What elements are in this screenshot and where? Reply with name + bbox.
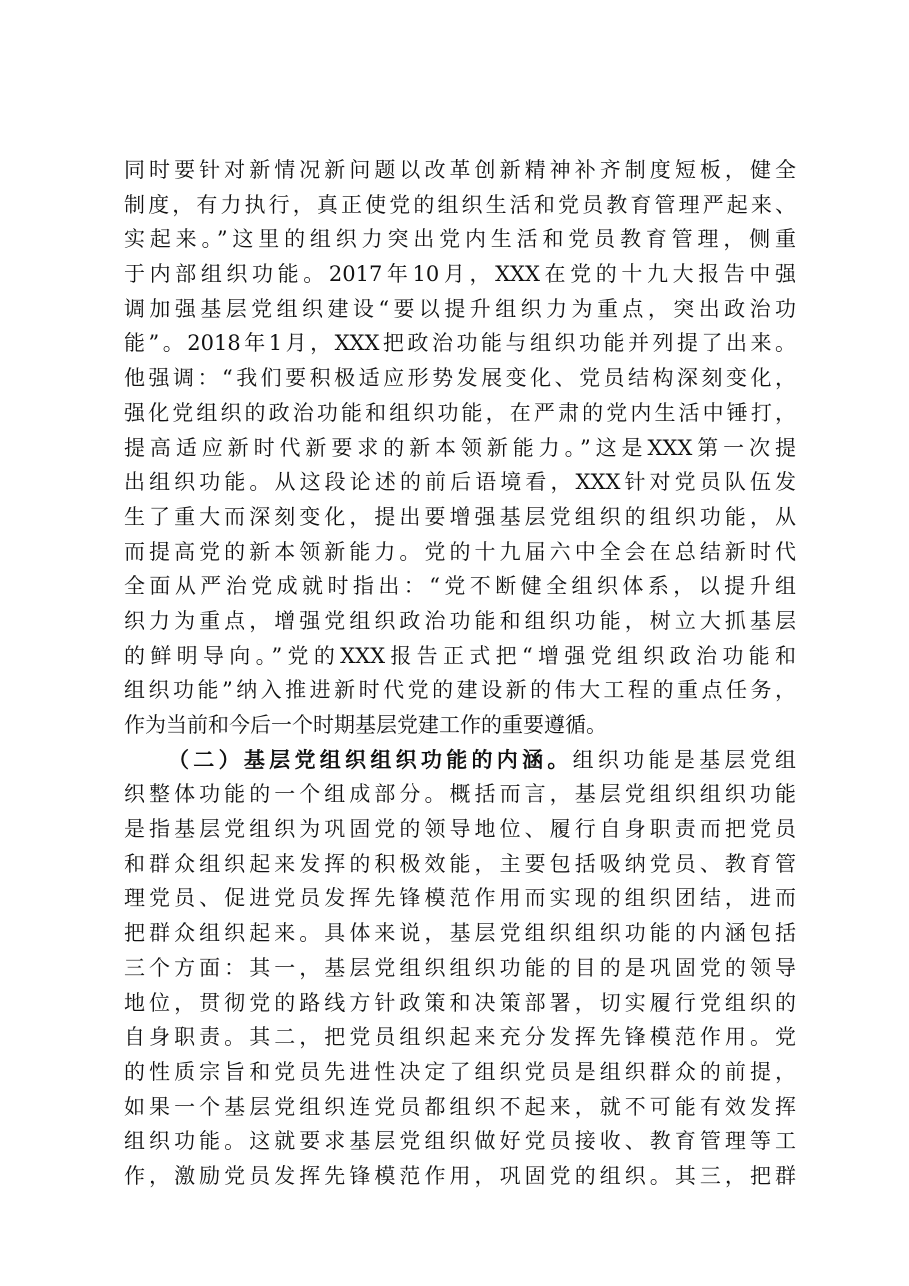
paragraph-2 [124, 743, 796, 1194]
text-line: 三个方面：其一，基层党组织组织功能的目的是巩固党的领导 [124, 955, 796, 980]
text-line: 组织功能。这就要求基层党组织做好党员接收、教育管理等工 [124, 1129, 796, 1154]
text-line: 能”。2018年1月，XXX把政治功能与组织功能并列提了出来。 [124, 331, 796, 356]
text-line: 于内部组织功能。2017年10月，XXX在党的十九大报告中强 [124, 262, 796, 287]
text-line: 他强调：“我们要积极适应形势发展变化、党员结构深刻变化， [124, 366, 796, 391]
document-page [124, 153, 796, 1194]
text-line: 是指基层党组织为巩固党的领导地位、履行自身职责而把党员 [124, 817, 796, 842]
section-heading: （二）基层党组织组织功能的内涵。 [168, 746, 573, 772]
paragraph-1 [124, 153, 796, 743]
text-line: 理党员、促进党员发挥先锋模范作用而实现的组织团结，进而 [124, 886, 796, 911]
text-line: 如果一个基层党组织连党员都组织不起来，就不可能有效发挥 [124, 1094, 796, 1119]
text-line: 和群众组织起来发挥的积极效能，主要包括吸纳党员、教育管 [124, 851, 796, 876]
text-line: 作，激励党员发挥先锋模范作用，巩固党的组织。其三，把群 [124, 1163, 796, 1188]
text-line: 地位，贯彻党的路线方针政策和决策部署，切实履行党组织的 [124, 990, 796, 1015]
section-heading-line [124, 743, 796, 778]
text-line: 实起来。”这里的组织力突出党内生活和党员教育管理，侧重 [124, 227, 796, 252]
text-line: 生了重大而深刻变化，提出要增强基层党组织的组织功能，从 [124, 504, 796, 529]
text-line: 而提高党的新本领新能力。党的十九届六中全会在总结新时代 [124, 539, 796, 564]
text-line: 提高适应新时代新要求的新本领新能力。”这是XXX第一次提 [124, 435, 796, 460]
text-run: 组织功能是基层党组 [572, 747, 797, 772]
text-line: 织整体功能的一个组成部分。概括而言，基层党组织组织功能 [124, 782, 796, 807]
text-line: 的性质宗旨和党员先进性决定了组织党员是组织群众的前提， [124, 1059, 796, 1084]
text-line: 的鲜明导向。”党的XXX报告正式把“增强党组织政治功能和 [124, 643, 796, 668]
text-line: 同时要针对新情况新问题以改革创新精神补齐制度短板，健全 [124, 158, 796, 182]
text-line: 把群众组织起来。具体来说，基层党组织组织功能的内涵包括 [124, 921, 796, 946]
text-line: 制度，有力执行，真正使党的组织生活和党员教育管理严起来、 [124, 192, 796, 217]
text-line: 织力为重点，增强党组织政治功能和组织功能，树立大抓基层 [124, 608, 796, 633]
text-line: 出组织功能。从这段论述的前后语境看，XXX针对党员队伍发 [124, 470, 796, 495]
text-line: 组织功能”纳入推进新时代党的建设新的伟大工程的重点任务， [124, 678, 796, 703]
text-line: 作为当前和今后一个时期基层党建工作的重要遵循。 [124, 713, 607, 737]
text-line: 自身职责。其二，把党员组织起来充分发挥先锋模范作用。党 [124, 1025, 796, 1050]
text-line: 调加强基层党组织建设“要以提升组织力为重点，突出政治功 [124, 296, 796, 321]
text-line: 全面从严治党成就时指出：“党不断健全组织体系，以提升组 [124, 574, 796, 599]
text-line: 强化党组织的政治功能和组织功能，在严肃的党内生活中锤打， [124, 400, 796, 425]
